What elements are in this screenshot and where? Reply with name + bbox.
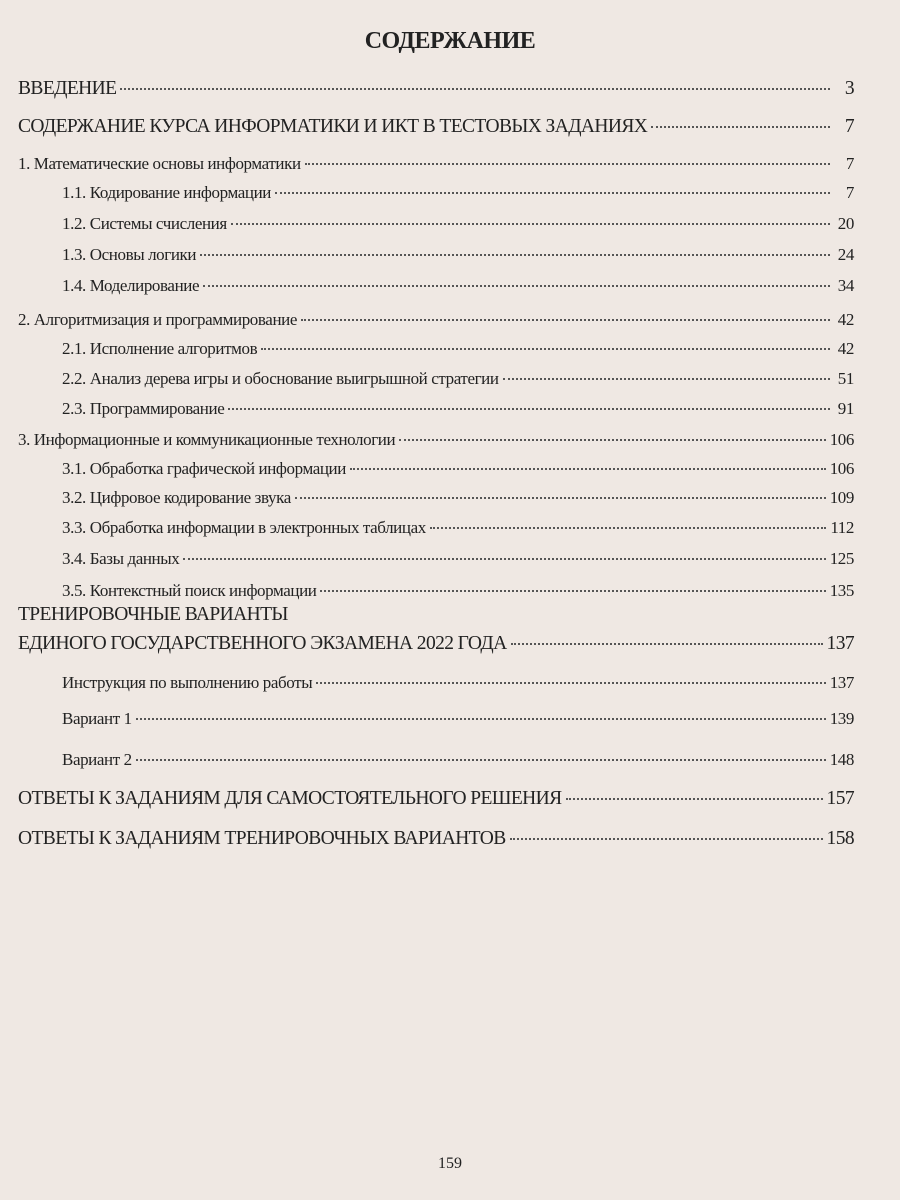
toc-entry-label: Вариант 1	[62, 709, 132, 728]
toc-entry-label: 3.5. Контекстный поиск информации	[62, 581, 317, 600]
toc-entry	[62, 214, 854, 234]
dot-leader	[320, 590, 825, 592]
toc-entry-page: 7	[845, 183, 854, 202]
dot-leader	[136, 759, 826, 761]
toc-entry-label: 1. Математические основы информатики	[18, 154, 301, 173]
toc-entry-page: 125	[829, 549, 854, 568]
toc-entry	[62, 399, 854, 419]
toc-entry-label: 1.2. Системы счисления	[62, 214, 227, 233]
page-title: СОДЕРЖАНИЕ	[364, 28, 536, 54]
toc-entry	[62, 673, 854, 693]
toc-entry-page: 137	[826, 633, 854, 654]
dot-leader	[200, 254, 830, 256]
dot-leader	[510, 838, 823, 840]
toc-entry-label: 1.3. Основы логики	[62, 245, 197, 264]
toc-entry	[62, 709, 854, 729]
dot-leader	[231, 223, 830, 225]
dot-leader	[261, 348, 830, 350]
dot-leader	[301, 319, 830, 321]
toc-entry-label: СОДЕРЖАНИЕ КУРСА ИНФОРМАТИКИ И ИКТ В ТЕСТОВЫХ ЗАДАНИЯХ	[18, 116, 648, 137]
toc-entry-page: 106	[829, 430, 854, 449]
dot-leader	[511, 643, 823, 645]
toc-entry	[18, 633, 854, 655]
toc-entry	[62, 518, 854, 538]
toc-entry	[18, 828, 854, 850]
dot-leader	[183, 558, 825, 560]
dot-leader	[651, 126, 830, 128]
toc-entry	[62, 549, 854, 569]
toc-entry-page: 106	[829, 459, 854, 478]
toc-entry	[62, 581, 854, 601]
dot-leader	[275, 192, 830, 194]
toc-entry-label: ВВЕДЕНИЕ	[18, 78, 117, 99]
dot-leader	[305, 163, 830, 165]
toc-entry-label: 3.1. Обработка графической информации	[62, 459, 346, 478]
dot-leader	[399, 439, 825, 441]
toc-entry	[62, 488, 854, 508]
toc-entry	[62, 245, 854, 265]
toc-entry-page: 157	[826, 788, 854, 809]
dot-leader	[566, 798, 823, 800]
toc-entry	[18, 310, 854, 330]
dot-leader	[430, 527, 827, 529]
toc-entry-label: 2.3. Программирование	[62, 399, 225, 418]
toc-entry-page: 34	[837, 276, 854, 295]
toc-entry	[62, 459, 854, 479]
toc-entry	[18, 116, 854, 138]
toc-entry-label: Инструкция по выполнению работы	[62, 673, 313, 692]
toc-entry-label: ОТВЕТЫ К ЗАДАНИЯМ ТРЕНИРОВОЧНЫХ ВАРИАНТОВ	[18, 828, 506, 849]
toc-entry-page: 42	[837, 310, 854, 329]
toc-entry-page: 148	[829, 750, 854, 769]
toc-entry-page: 3	[844, 78, 854, 99]
toc-entry-page: 158	[826, 828, 854, 849]
toc-entry	[62, 276, 854, 296]
toc-entry	[62, 339, 854, 359]
toc-entry-label: 1.1. Кодирование информации	[62, 183, 271, 202]
toc-entry-page: 112	[830, 518, 854, 537]
toc-entry-page: 109	[829, 488, 854, 507]
dot-leader	[203, 285, 830, 287]
toc-entry-label: 3.4. Базы данных	[62, 549, 180, 568]
toc-entry	[18, 78, 854, 100]
toc-heading-line: ТРЕНИРОВОЧНЫЕ ВАРИАНТЫ	[18, 604, 288, 625]
toc-entry-page: 7	[844, 116, 854, 137]
toc-entry-label: 3. Информационные и коммуникационные технологии	[18, 430, 396, 449]
dot-leader	[350, 468, 826, 470]
toc-entry-page: 20	[837, 214, 854, 233]
toc-entry	[18, 430, 854, 450]
toc-entry	[18, 154, 854, 174]
toc-entry	[18, 788, 854, 810]
dot-leader	[295, 497, 826, 499]
toc-entry-page: 7	[845, 154, 854, 173]
toc-entry-page: 42	[837, 339, 854, 358]
toc-entry	[62, 183, 854, 203]
toc-entry-label: Вариант 2	[62, 750, 132, 769]
toc-entry-label: 2.1. Исполнение алгоритмов	[62, 339, 258, 358]
toc-entry-page: 91	[837, 399, 854, 418]
dot-leader	[503, 378, 830, 380]
toc-entry-label: ЕДИНОГО ГОСУДАРСТВЕННОГО ЭКЗАМЕНА 2022 ГОДА	[18, 633, 507, 654]
dot-leader	[228, 408, 830, 410]
dot-leader	[120, 88, 830, 90]
dot-leader	[316, 682, 825, 684]
toc-entry-page: 51	[837, 369, 854, 388]
toc-entry-label: 2.2. Анализ дерева игры и обоснование выигрышной стратегии	[62, 369, 499, 388]
toc-entry	[62, 369, 854, 389]
toc-entry-label: 3.3. Обработка информации в электронных таблицах	[62, 518, 426, 537]
dot-leader	[136, 718, 826, 720]
toc-entry-label: 2. Алгоритмизация и программирование	[18, 310, 297, 329]
toc-entry-label: 1.4. Моделирование	[62, 276, 200, 295]
toc-entry-page: 24	[837, 245, 854, 264]
toc-entry-page: 139	[829, 709, 854, 728]
toc-entry-label: ОТВЕТЫ К ЗАДАНИЯМ ДЛЯ САМОСТОЯТЕЛЬНОГО РЕШЕНИЯ	[18, 788, 562, 809]
toc-entry-page: 135	[829, 581, 854, 600]
toc-entry-page: 137	[829, 673, 854, 692]
toc-entry	[62, 750, 854, 770]
page-number: 159	[438, 1155, 462, 1172]
toc-entry-label: 3.2. Цифровое кодирование звука	[62, 488, 291, 507]
